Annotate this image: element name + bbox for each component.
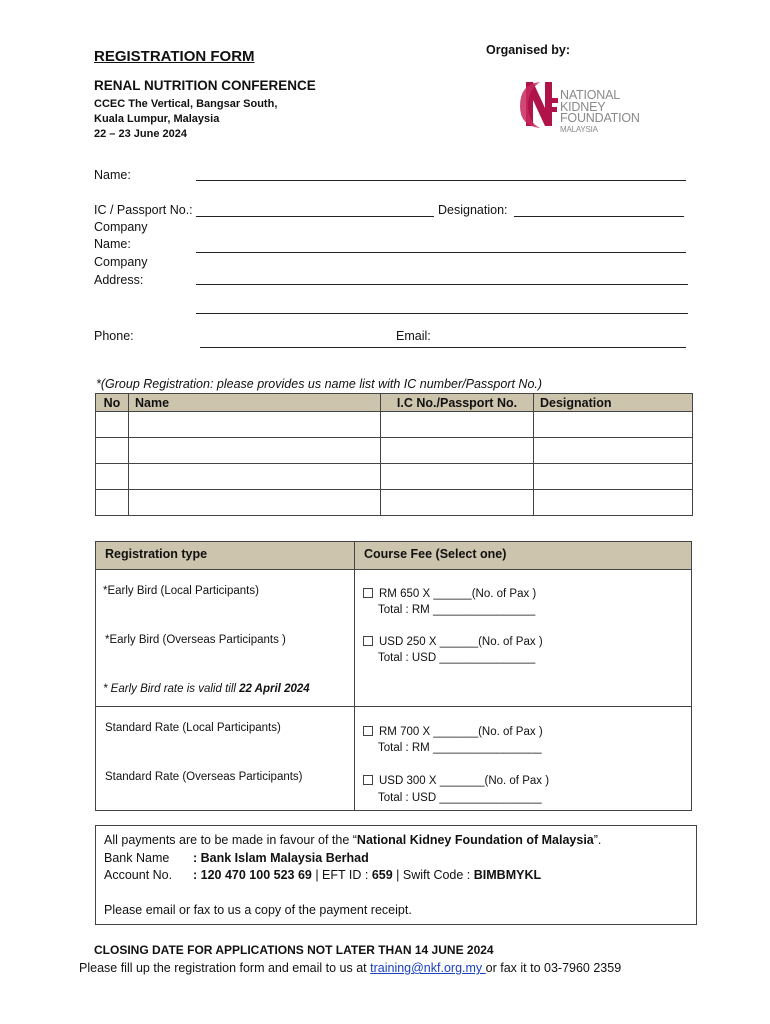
account-details: : 120 470 100 523 69 | EFT ID : 659 | Swift Code : BIMBMYKL <box>193 868 542 882</box>
checkbox-icon[interactable] <box>363 636 373 646</box>
early-overseas-option[interactable] <box>363 636 543 648</box>
company-name-label-2: Name: <box>94 237 131 251</box>
form-title: REGISTRATION FORM <box>94 48 255 65</box>
account-label: Account No. <box>104 868 173 882</box>
standard-local-option[interactable] <box>363 726 543 738</box>
venue-line-1: CCEC The Vertical, Bangsar South, <box>94 98 278 110</box>
company-name-label-1: Company <box>94 220 148 234</box>
organised-by-label: Organised by: <box>486 43 571 57</box>
payment-info-box <box>95 825 697 925</box>
early-overseas-label: *Early Bird (Overseas Participants ) <box>105 634 286 646</box>
registration-type-header: Registration type <box>105 547 208 561</box>
table-row[interactable] <box>96 490 693 516</box>
col-no: No <box>96 394 129 412</box>
designation-label: Designation: <box>438 203 508 217</box>
designation-input-line[interactable] <box>514 216 684 217</box>
ic-passport-label: IC / Passport No.: <box>94 203 193 217</box>
checkbox-icon[interactable] <box>363 726 373 736</box>
table-row[interactable] <box>96 464 693 490</box>
standard-local-fee: RM 700 X _______(No. of Pax ) <box>379 726 543 738</box>
company-address-label-2: Address: <box>94 273 144 287</box>
name-input-line[interactable] <box>196 180 686 181</box>
phone-label: Phone: <box>94 329 134 343</box>
early-local-total[interactable]: Total : RM ________________ <box>378 604 536 616</box>
nkf-logo-mark <box>516 76 560 132</box>
nkf-logo-text: NATIONAL KIDNEY FOUNDATION MALAYSIA <box>560 88 640 134</box>
early-bird-note: * Early Bird rate is valid till 22 April 2024 <box>103 683 310 695</box>
standard-local-label: Standard Rate (Local Participants) <box>105 722 281 734</box>
early-local-label: *Early Bird (Local Participants) <box>103 585 259 597</box>
payment-favour-line: All payments are to be made in favour of the “National Kidney Foundation of Malaysia”. <box>104 833 602 847</box>
table-row[interactable] <box>96 412 693 438</box>
phone-email-input-line[interactable] <box>200 347 686 348</box>
early-local-fee: RM 650 X ______(No. of Pax ) <box>379 588 537 600</box>
email-label: Email: <box>396 329 431 343</box>
standard-overseas-total[interactable]: Total : USD ________________ <box>378 792 542 804</box>
col-designation: Designation <box>534 394 693 412</box>
checkbox-icon[interactable] <box>363 588 373 598</box>
event-dates: 22 – 23 June 2024 <box>94 128 187 140</box>
event-name: RENAL NUTRITION CONFERENCE <box>94 78 316 93</box>
standard-local-total[interactable]: Total : RM _________________ <box>378 742 542 754</box>
table-row[interactable] <box>96 438 693 464</box>
fee-row-divider <box>96 706 691 707</box>
receipt-note: Please email or fax to us a copy of the payment receipt. <box>104 903 412 917</box>
email-link[interactable]: training@nkf.org.my <box>370 961 486 975</box>
early-overseas-total[interactable]: Total : USD _______________ <box>378 652 536 664</box>
standard-overseas-label: Standard Rate (Overseas Participants) <box>105 771 303 783</box>
standard-overseas-option[interactable] <box>363 775 549 787</box>
course-fee-header: Course Fee (Select one) <box>364 547 507 561</box>
early-overseas-fee: USD 250 X ______(No. of Pax ) <box>379 636 543 648</box>
fee-column-divider <box>354 542 355 810</box>
group-registration-table <box>95 393 693 516</box>
submission-instruction: Please fill up the registration form and email to us at training@nkf.org.my or fax it to 03-7960 2359 <box>79 961 622 975</box>
name-label: Name: <box>94 168 131 182</box>
company-address-label-1: Company <box>94 255 148 269</box>
checkbox-icon[interactable] <box>363 775 373 785</box>
venue-line-2: Kuala Lumpur, Malaysia <box>94 113 220 125</box>
company-name-input-line[interactable] <box>196 252 686 253</box>
group-registration-note: *(Group Registration: please provides us name list with IC number/Passport No.) <box>96 377 543 391</box>
col-name: Name <box>129 394 381 412</box>
bank-name-label: Bank Name <box>104 851 170 865</box>
ic-passport-input-line[interactable] <box>196 216 434 217</box>
col-ic-passport: I.C No./Passport No. <box>381 394 534 412</box>
company-address-input-line-1[interactable] <box>196 284 688 285</box>
company-address-input-line-2[interactable] <box>196 313 688 314</box>
early-local-option[interactable] <box>363 588 536 600</box>
course-fee-table <box>95 541 692 811</box>
bank-name-value: : Bank Islam Malaysia Berhad <box>193 851 369 865</box>
closing-date: CLOSING DATE FOR APPLICATIONS NOT LATER THAN 14 JUNE 2024 <box>94 943 494 957</box>
standard-overseas-fee: USD 300 X _______(No. of Pax ) <box>379 775 550 787</box>
